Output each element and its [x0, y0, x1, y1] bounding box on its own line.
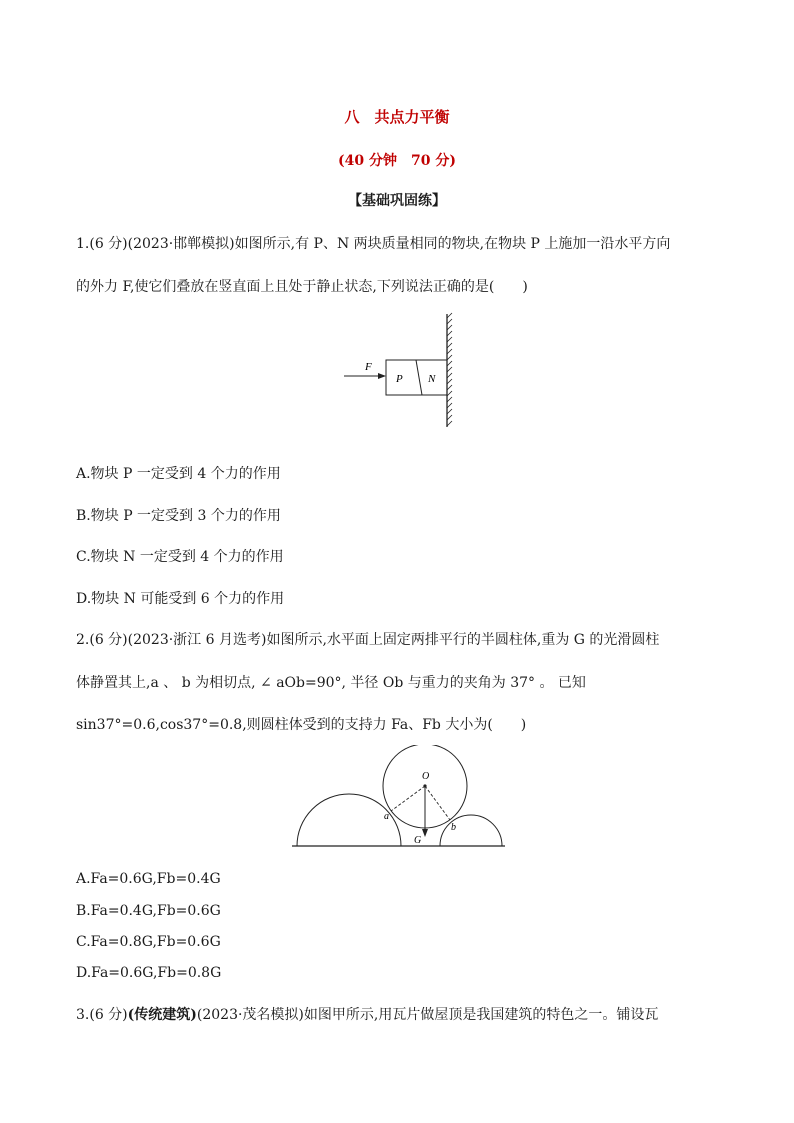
q3-rest: (2023·茂名模拟)如图甲所示,用瓦片做屋顶是我国建筑的特色之一。铺设瓦 [196, 1007, 659, 1023]
label-p: P [396, 373, 403, 385]
wall-hatch [447, 313, 452, 426]
q2-stem-line2: 体静置其上,a 、 b 为相切点, ∠ aOb=90°, 半径 Ob 与重力的夹角为 37° 。 已知 [76, 675, 586, 691]
q1-stem-line1: 1.(6 分)(2023·邯郸模拟)如图所示,有 P、N 两块质量相同的物块,在物块 P 上施加一沿水平方向 [76, 236, 671, 252]
q2-option-c: C.Fa=0.8G,Fb=0.6G [76, 934, 221, 950]
q3-tag: (传统建筑) [127, 1007, 197, 1023]
section-heading: 【基础巩固练】 [348, 193, 446, 209]
label-n: N [428, 373, 436, 385]
label-b: b [451, 822, 456, 833]
radius-oa [391, 786, 425, 811]
q1-figure [340, 312, 460, 430]
q1-option-d: D.物块 N 可能受到 6 个力的作用 [76, 591, 285, 607]
q1-option-c: C.物块 N 一定受到 4 个力的作用 [76, 549, 284, 565]
q1-stem-line2: 的外力 F,使它们叠放在竖直面上且处于静止状态,下列说法正确的是( ) [76, 279, 528, 295]
page-title: 八 共点力平衡 [344, 108, 450, 126]
block-interface [416, 360, 422, 395]
q3-stem-line1 [76, 1004, 658, 1024]
q1-option-a: A.物块 P 一定受到 4 个力的作用 [76, 466, 281, 482]
q2-option-b: B.Fa=0.4G,Fb=0.6G [76, 903, 221, 919]
q2-option-a: A.Fa=0.6G,Fb=0.4G [76, 871, 221, 887]
q2-stem-line3: sin37°=0.6,cos37°=0.8,则圆柱体受到的支持力 Fa、Fb 大小为( ) [76, 717, 527, 733]
q2-option-d: D.Fa=0.6G,Fb=0.8G [76, 965, 222, 981]
q3-prefix: 3.(6 分) [76, 1007, 128, 1023]
label-g: G [414, 835, 422, 846]
label-o: O [422, 771, 430, 782]
label-a: a [384, 811, 389, 822]
label-f: F [365, 361, 372, 373]
force-arrow-head [378, 373, 386, 379]
q2-stem-line1: 2.(6 分)(2023·浙江 6 月选考)如图所示,水平面上固定两排平行的半圆柱体,重为 G 的光滑圆柱 [76, 632, 660, 648]
radius-ob [425, 786, 450, 820]
q2-figure [290, 745, 510, 851]
q1-option-b: B.物块 P 一定受到 3 个力的作用 [76, 508, 281, 524]
time-score: (40 分钟 70 分) [338, 153, 456, 169]
gravity-arrow-head [422, 829, 428, 837]
